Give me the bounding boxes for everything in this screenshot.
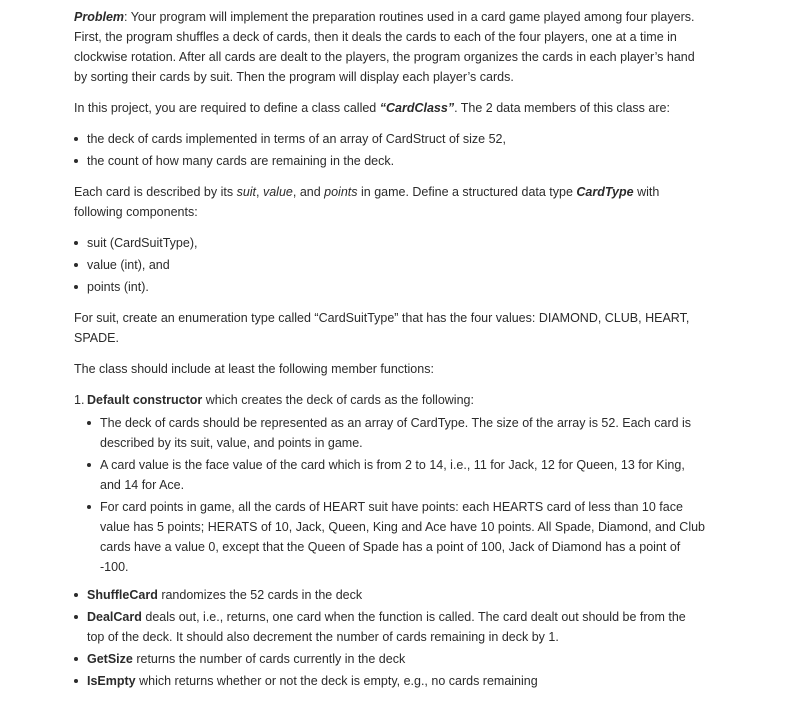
function-desc: deals out, i.e., returns, one card when the function is called. The card dealt out should be from the top of the deck. It should also decrement the number of cards remaining in deck by 1.	[87, 610, 686, 644]
constructor-name: Default constructor	[87, 393, 203, 407]
function-name: DealCard	[87, 610, 142, 624]
card-desc-post: with following components:	[74, 185, 660, 219]
suit-enum-paragraph: For suit, create an enumeration type called “CardSuitType” that has the four values: DIAMOND, CLUB, HEART, SPADE.	[74, 311, 690, 345]
list-item	[74, 671, 706, 691]
card-desc-and: , and	[292, 185, 325, 199]
card-desc-pre: Each card is described by its	[74, 185, 237, 199]
components-list	[74, 233, 706, 297]
card-desc-mid: in game. Define a structured data type	[357, 185, 577, 199]
function-desc: which returns whether or not the deck is empty, e.g., no cards remaining	[135, 674, 538, 688]
card-type-name: CardType	[576, 185, 634, 199]
list-item	[74, 649, 706, 669]
list-item: A card value is the face value of the card which is from 2 to 14, i.e., 11 for Jack, 12 for Queen, 13 for King, and 14 for Ace.	[87, 455, 706, 495]
class-intro-pre: In this project, you are required to define a class called	[74, 101, 380, 115]
card-desc-comma: ,	[256, 185, 263, 199]
class-intro-post: . The 2 data members of this class are:	[454, 101, 670, 115]
problem-label: Problem	[74, 10, 125, 24]
data-members-list	[74, 129, 706, 171]
list-item: suit (CardSuitType),	[74, 233, 706, 253]
list-number: 1.	[74, 393, 85, 407]
list-item: the deck of cards implemented in terms of an array of CardStruct of size 52,	[74, 129, 706, 149]
function-name: ShuffleCard	[87, 588, 158, 602]
list-item: The deck of cards should be represented as an array of CardType. The size of the array is 52. Each card is described by its suit, value, and points in game.	[87, 413, 706, 453]
constructor-details	[87, 413, 706, 577]
constructor-desc: which creates the deck of cards as the following:	[202, 393, 474, 407]
function-name: GetSize	[87, 652, 133, 666]
function-desc: randomizes the 52 cards in the deck	[157, 588, 363, 602]
card-description-paragraph	[74, 182, 706, 222]
functions-list	[74, 585, 706, 691]
list-item	[74, 607, 706, 647]
value-term: value	[262, 185, 293, 199]
suit-term: suit	[236, 185, 257, 199]
function-name: IsEmpty	[87, 674, 136, 688]
problem-text: : Your program will implement the preparation routines used in a card game played among four players. First, the program shuffles a deck of cards, then it deals the cards to each of the four players, one at a time in clockwise rotation. After all cards are dealt to the players, the program organizes the cards in each player’s hand by sorting their cards by suit. Then the program will display each player’s cards.	[74, 10, 695, 84]
class-intro-paragraph	[74, 98, 706, 118]
member-intro-paragraph: The class should include at least the following member functions:	[74, 362, 434, 376]
list-item: For card points in game, all the cards of HEART suit have points: each HEARTS card of less than 10 face value has 5 points; HERATS of 10, Jack, Queen, King and Ace have 10 points. All Spade, Diamond, and Club cards have a value 0, except that the Queen of Spade has a point of 100, Jack of Diamond has a point of -100.	[87, 497, 706, 577]
list-item: the count of how many cards are remaining in the deck.	[74, 151, 706, 171]
list-item: points (int).	[74, 277, 706, 297]
constructor-list	[74, 390, 706, 577]
problem-paragraph	[74, 7, 706, 87]
list-item: value (int), and	[74, 255, 706, 275]
list-item	[74, 585, 706, 605]
constructor-item	[74, 390, 706, 577]
function-desc: returns the number of cards currently in the deck	[132, 652, 406, 666]
class-name: “CardClass”	[379, 101, 455, 115]
points-term: points	[324, 185, 358, 199]
